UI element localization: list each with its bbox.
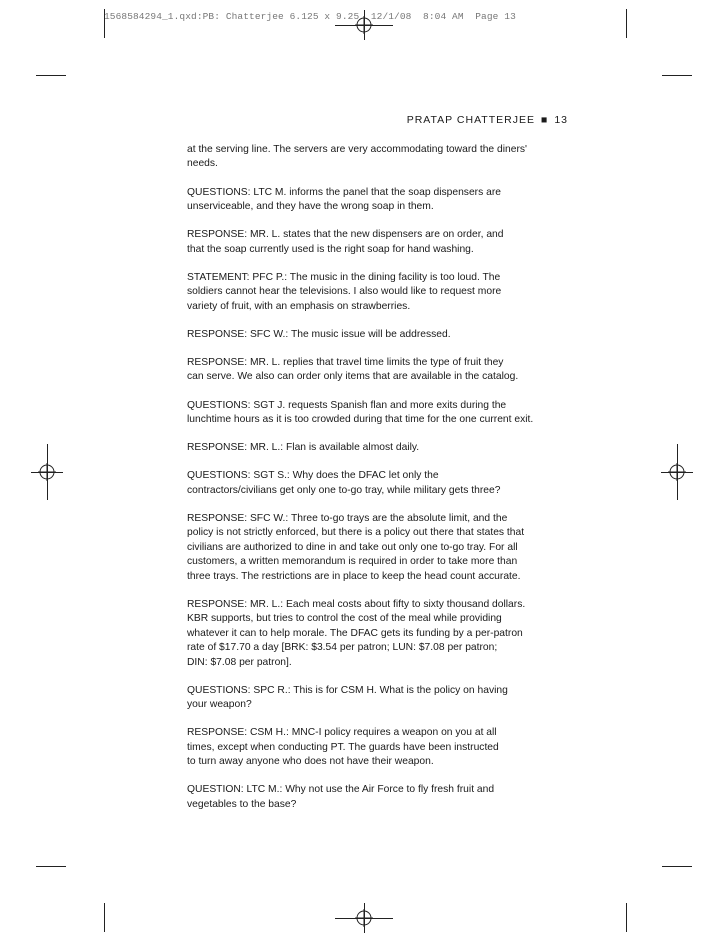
text-line: to turn away anyone who does not have their weapon. [187,756,434,768]
running-head [407,114,568,126]
text-line: RESPONSE: MR. L.: Flan is available almost daily. [187,442,420,454]
registration-stem-bottom [364,903,365,933]
paragraph [187,598,562,670]
paragraph [187,783,562,812]
text-line: STATEMENT: PFC P.: The music in the dining facility is too loud. The [187,271,501,283]
text-line: KBR supports, but tries to control the cost of the meal while providing [187,613,502,625]
text-line: whatever it can to help morale. The DFAC gets its funding by a per-patron [187,627,523,639]
registration-stem-right [661,472,693,473]
text-line: times, except when conducting PT. The guards have been instructed [187,741,499,753]
paragraph [187,512,562,584]
crop-mark-top-left [104,9,105,38]
text-line: QUESTIONS: LTC M. informs the panel that the soap dispensers are [187,186,501,198]
paragraph [187,328,562,342]
crop-mark-left-lower [36,866,66,867]
text-line: contractors/civilians get only one to-go tray, while military gets three? [187,484,501,496]
crop-mark-top-right [626,9,627,38]
running-head-author: PRATAP CHATTERJEE [406,114,535,126]
text-line: DIN: $7.08 per patron]. [187,656,292,668]
text-line: RESPONSE: SFC W.: The music issue will be addressed. [187,328,451,340]
text-line: that the soap currently used is the right soap for hand washing. [187,243,474,255]
text-line: RESPONSE: CSM H.: MNC-I policy requires a weapon on you at all [187,727,497,739]
paragraph [187,726,562,769]
registration-stem-top [364,10,365,40]
text-line: RESPONSE: SFC W.: Three to-go trays are the absolute limit, and the [187,513,508,525]
text-line: RESPONSE: MR. L. states that the new dispensers are on order, and [187,229,504,241]
text-line: can serve. We also can order only items that are available in the catalog. [187,371,519,383]
text-line: three trays. The restrictions are in place to keep the head count accurate. [187,570,521,582]
paragraph [187,356,562,385]
paragraph [187,186,562,215]
paragraph [187,441,562,455]
registration-stem-left [31,472,63,473]
paragraph [187,684,562,713]
text-line: RESPONSE: MR. L.: Each meal costs about fifty to sixty thousand dollars. [187,598,526,610]
crop-mark-bottom-right [626,903,627,932]
paragraph [187,143,562,172]
text-line: customers, a written memorandum is required in order to take more than [187,556,518,568]
text-line: policy is not strictly enforced, but there is a policy out there that states that [187,527,525,539]
running-head-separator: ■ [540,114,549,126]
text-line: RESPONSE: MR. L. replies that travel time limits the type of fruit they [187,357,504,369]
paragraph [187,228,562,257]
paragraph [187,271,562,314]
text-line: vegetables to the base? [187,798,297,810]
text-line: your weapon? [187,699,252,711]
text-line: QUESTIONS: SGT S.: Why does the DFAC let only the [187,470,439,482]
crop-mark-right-upper [662,75,692,76]
paragraph [187,469,562,498]
printer-slug: 1568584294_1.qxd:PB: Chatterjee 6.125 x 9.25 12/1/08 8:04 AM Page 13 [104,11,516,22]
crop-mark-bottom-left [104,903,105,932]
text-line: needs. [187,158,218,170]
text-line: civilians are authorized to dine in and take out only one to-go tray. For all [187,541,518,553]
page-number: 13 [554,114,568,126]
text-line: QUESTIONS: SGT J. requests Spanish flan and more exits during the [187,399,507,411]
text-line: at the serving line. The servers are very accommodating toward the diners' [187,144,528,155]
text-line: QUESTION: LTC M.: Why not use the Air Force to fly fresh fruit and [187,784,495,796]
paragraph [187,399,562,428]
text-line: unserviceable, and they have the wrong soap in them. [187,201,434,213]
text-line: variety of fruit, with an emphasis on strawberries. [187,300,411,312]
text-line: QUESTIONS: SPC R.: This is for CSM H. What is the policy on having [187,684,508,696]
crop-mark-left-upper [36,75,66,76]
text-line: soldiers cannot hear the televisions. I also would like to request more [187,286,502,298]
body-text [187,143,562,826]
text-line: lunchtime hours as it is too crowded during that time for the one current exit. [187,414,534,426]
crop-mark-right-lower [662,866,692,867]
text-line: rate of $17.70 a day [BRK: $3.54 per patron; LUN: $7.08 per patron; [187,642,498,654]
